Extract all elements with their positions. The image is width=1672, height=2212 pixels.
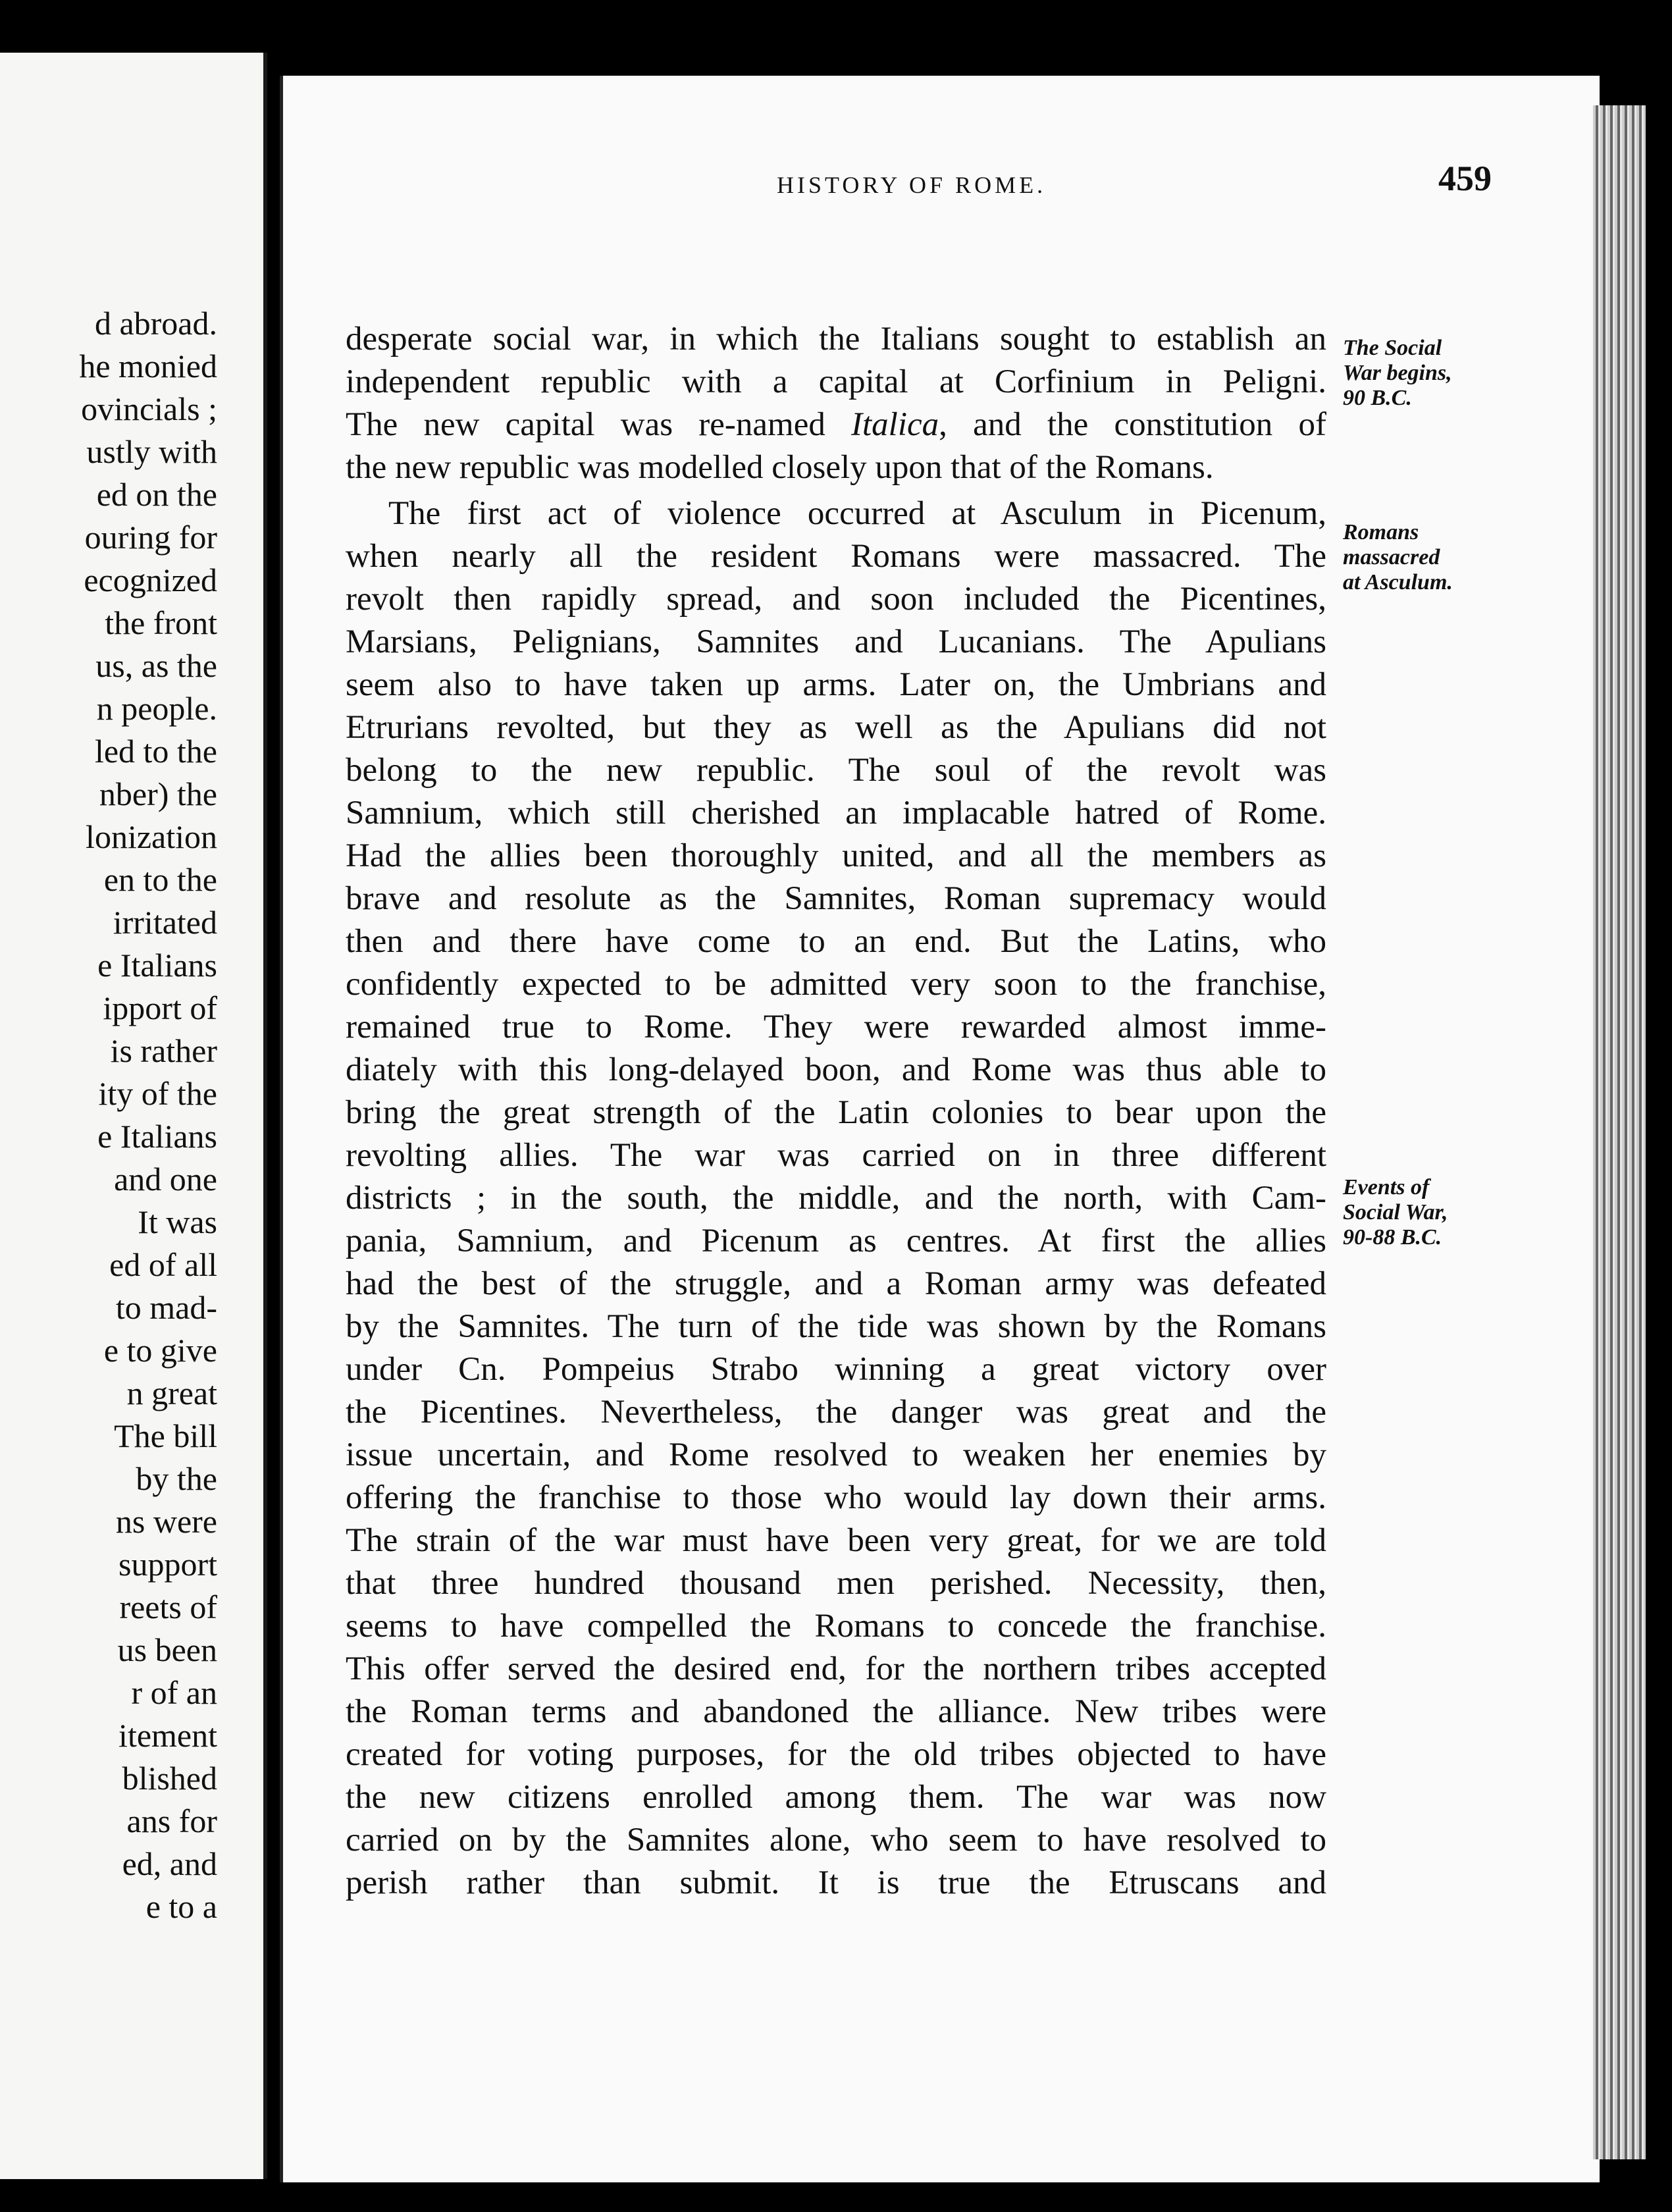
left-page-line: ity of the bbox=[98, 1075, 217, 1112]
body-line: the Roman terms and abandoned the alliance. New tribes were bbox=[346, 1693, 1326, 1730]
body-line: revolting allies. The war was carried on in three different bbox=[346, 1137, 1326, 1174]
left-page-line: ipport of bbox=[103, 989, 217, 1026]
body-line: Marsians, Pelignians, Samnites and Lucanians. The Apulians bbox=[346, 623, 1326, 660]
left-page-line: us, as the bbox=[95, 647, 217, 684]
body-line: then and there have come to an end. But the Latins, who bbox=[346, 923, 1326, 960]
side-note-line: Romans bbox=[1343, 520, 1419, 544]
body-line: by the Samnites. The turn of the tide was shown by the Romans bbox=[346, 1308, 1326, 1345]
left-page-line: n people. bbox=[96, 690, 217, 727]
body-line: Etrurians revolted, but they as well as the Apulians did not bbox=[346, 709, 1326, 746]
body-line: under Cn. Pompeius Strabo winning a great victory over bbox=[346, 1351, 1326, 1388]
left-page-line: r of an bbox=[131, 1674, 217, 1711]
body-line: when nearly all the resident Romans were massacred. The bbox=[346, 538, 1326, 575]
body-line: independent republic with a capital at Corfinium in Peligni. bbox=[346, 363, 1326, 400]
body-line: that three hundred thousand men perished. Necessity, then, bbox=[346, 1565, 1326, 1602]
body-line: This offer served the desired end, for the northern tribes accepted bbox=[346, 1650, 1326, 1687]
body-line: seems to have compelled the Romans to concede the franchise. bbox=[346, 1608, 1326, 1645]
page-number: 459 bbox=[1438, 159, 1492, 198]
side-note bbox=[1343, 1175, 1448, 1250]
body-line: The first act of violence occurred at Asculum in Picenum, bbox=[388, 495, 1326, 532]
body-line: bring the great strength of the Latin colonies to bear upon the bbox=[346, 1094, 1326, 1131]
side-note-line: at Asculum. bbox=[1343, 570, 1453, 594]
left-page-line: ans for bbox=[126, 1803, 217, 1839]
side-note bbox=[1343, 336, 1452, 411]
body-line: revolt then rapidly spread, and soon included the Picentines, bbox=[346, 581, 1326, 618]
side-note-line: 90-88 B.C. bbox=[1343, 1225, 1442, 1250]
body-line: desperate social war, in which the Italians sought to establish an bbox=[346, 321, 1326, 357]
side-note-line: War begins, bbox=[1343, 361, 1452, 385]
body-line: created for voting purposes, for the old tribes objected to have bbox=[346, 1736, 1326, 1773]
body-line: remained true to Rome. They were rewarded almost imme- bbox=[346, 1009, 1326, 1045]
body-line: pania, Samnium, and Picenum as centres. At first the allies bbox=[346, 1223, 1326, 1259]
body-line: The strain of the war must have been very great, for we are told bbox=[346, 1522, 1326, 1559]
body-line: confidently expected to be admitted very soon to the franchise, bbox=[346, 966, 1326, 1003]
left-page-line: ovincials ; bbox=[81, 390, 217, 427]
left-page-line: ed, and bbox=[122, 1845, 217, 1882]
body-line: Had the allies been thoroughly united, and all the members as bbox=[346, 837, 1326, 874]
side-note-line: Social War, bbox=[1343, 1200, 1448, 1224]
body-line: the new republic was modelled closely upon that of the Romans. bbox=[346, 449, 1214, 486]
side-note-line: The Social bbox=[1343, 336, 1442, 360]
left-page-line: is rather bbox=[110, 1032, 217, 1069]
body-line: The new capital was re-named Italica, and the constitution of bbox=[346, 406, 1326, 443]
left-page-line: lonization bbox=[86, 818, 217, 855]
body-line: districts ; in the south, the middle, and the north, with Cam- bbox=[346, 1180, 1326, 1217]
left-page-line: by the bbox=[136, 1460, 217, 1497]
body-line: offering the franchise to those who would lay down their arms. bbox=[346, 1479, 1326, 1516]
left-page-line: us been bbox=[117, 1631, 217, 1668]
left-page-line: ecognized bbox=[84, 562, 217, 598]
left-page-line: en to the bbox=[103, 861, 217, 898]
body-line: issue uncertain, and Rome resolved to weaken her enemies by bbox=[346, 1436, 1326, 1473]
left-page-line: d abroad. bbox=[94, 305, 217, 342]
page-edges bbox=[1593, 105, 1646, 2159]
left-page-line: nber) the bbox=[99, 776, 217, 812]
italic-word: Italica bbox=[851, 406, 939, 443]
left-page-line: he monied bbox=[79, 348, 217, 384]
left-page-line: irritated bbox=[113, 904, 217, 941]
left-page-line: n great bbox=[126, 1375, 217, 1411]
running-head: HISTORY OF ROME. bbox=[777, 172, 1047, 198]
left-page-line: support bbox=[118, 1546, 217, 1583]
body-line: belong to the new republic. The soul of the revolt was bbox=[346, 752, 1326, 789]
left-page bbox=[0, 53, 267, 2179]
left-page-line: blished bbox=[122, 1760, 217, 1797]
body-line: perish rather than submit. It is true the Etruscans and bbox=[346, 1864, 1326, 1901]
side-note bbox=[1343, 520, 1453, 595]
left-page-line: ed of all bbox=[109, 1246, 217, 1283]
body-line: seem also to have taken up arms. Later on, the Umbrians and bbox=[346, 666, 1326, 703]
body-line: brave and resolute as the Samnites, Roman supremacy would bbox=[346, 880, 1326, 917]
left-page-line: ustly with bbox=[86, 433, 217, 470]
body-line: Samnium, which still cherished an implacable hatred of Rome. bbox=[346, 795, 1326, 831]
left-page-line: e Italians bbox=[97, 1118, 217, 1155]
left-page-line: ed on the bbox=[96, 476, 217, 513]
left-page-line: the front bbox=[105, 604, 217, 641]
left-page-line: ouring for bbox=[84, 519, 217, 556]
left-page-line: itement bbox=[118, 1717, 217, 1754]
left-page-line: e to a bbox=[145, 1888, 217, 1925]
left-page-line: to mad- bbox=[115, 1289, 217, 1326]
body-line: carried on by the Samnites alone, who seem to have resolved to bbox=[346, 1822, 1326, 1858]
left-page-line: and one bbox=[114, 1161, 217, 1198]
left-page-line: ns were bbox=[115, 1503, 217, 1540]
body-line: the Picentines. Nevertheless, the danger was great and the bbox=[346, 1394, 1326, 1431]
side-note-line: massacred bbox=[1343, 545, 1440, 569]
body-line: had the best of the struggle, and a Roman army was defeated bbox=[346, 1265, 1326, 1302]
left-page-line: e Italians bbox=[97, 947, 217, 984]
body-line: diately with this long-delayed boon, and Rome was thus able to bbox=[346, 1051, 1326, 1088]
left-page-line: led to the bbox=[94, 733, 217, 770]
body-line: the new citizens enrolled among them. The war was now bbox=[346, 1779, 1326, 1816]
left-page-line: e to give bbox=[103, 1332, 217, 1369]
left-page-line: It was bbox=[138, 1203, 217, 1240]
side-note-line: Events of bbox=[1343, 1175, 1430, 1199]
side-note-line: 90 B.C. bbox=[1343, 386, 1412, 410]
left-page-line: The bill bbox=[114, 1417, 217, 1454]
left-page-line: reets of bbox=[119, 1589, 217, 1625]
